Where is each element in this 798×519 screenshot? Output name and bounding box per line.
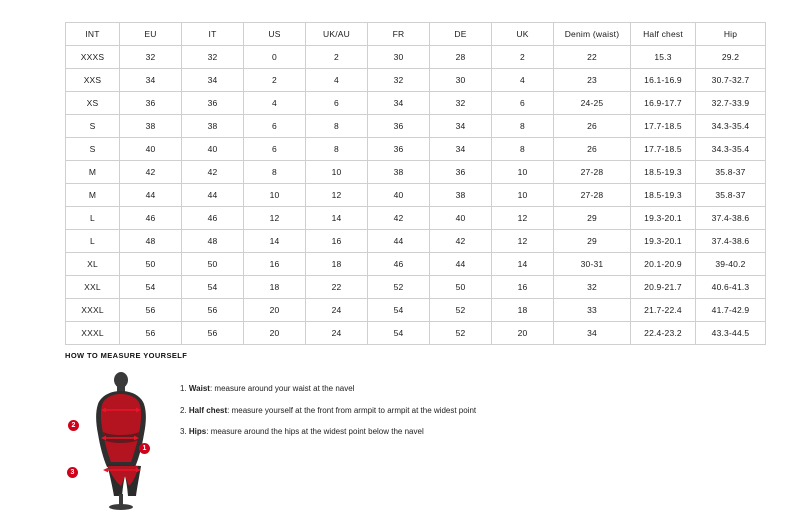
table-cell-fr: 52 bbox=[368, 276, 430, 299]
table-cell-us: 16 bbox=[244, 253, 306, 276]
table-cell-uk: 18 bbox=[492, 299, 554, 322]
table-cell-hip: 40.6-41.3 bbox=[696, 276, 766, 299]
table-cell-fr: 34 bbox=[368, 92, 430, 115]
table-cell-hip: 43.3-44.5 bbox=[696, 322, 766, 345]
table-cell-hip: 35.8-37 bbox=[696, 161, 766, 184]
mannequin-figure-wrap bbox=[65, 372, 180, 512]
table-cell-us: 10 bbox=[244, 184, 306, 207]
table-cell-int: L bbox=[66, 207, 120, 230]
column-header-hip: Hip bbox=[696, 23, 766, 46]
table-cell-denim-waist: 34 bbox=[554, 322, 631, 345]
table-cell-it: 40 bbox=[182, 138, 244, 161]
table-cell-int: XXS bbox=[66, 69, 120, 92]
table-cell-fr: 36 bbox=[368, 115, 430, 138]
table-cell-half-chest: 18.5-19.3 bbox=[631, 161, 696, 184]
table-cell-int: M bbox=[66, 184, 120, 207]
measure-instruction-label: Waist bbox=[188, 384, 210, 393]
table-cell-fr: 54 bbox=[368, 322, 430, 345]
table-cell-it: 56 bbox=[182, 322, 244, 345]
table-cell-uk: 4 bbox=[492, 69, 554, 92]
table-cell-it: 46 bbox=[182, 207, 244, 230]
table-cell-int: XXXS bbox=[66, 46, 120, 69]
table-cell-hip: 37.4-38.6 bbox=[696, 230, 766, 253]
table-cell-it: 54 bbox=[182, 276, 244, 299]
table-cell-us: 8 bbox=[244, 161, 306, 184]
column-header-int: INT bbox=[66, 23, 120, 46]
table-cell-uk: 6 bbox=[492, 92, 554, 115]
table-row bbox=[66, 161, 766, 184]
table-cell-uk-au: 6 bbox=[306, 92, 368, 115]
table-cell-fr: 44 bbox=[368, 230, 430, 253]
table-cell-fr: 38 bbox=[368, 161, 430, 184]
table-cell-uk: 14 bbox=[492, 253, 554, 276]
table-cell-uk-au: 8 bbox=[306, 138, 368, 161]
table-cell-half-chest: 17.7-18.5 bbox=[631, 115, 696, 138]
table-cell-int: XXL bbox=[66, 276, 120, 299]
table-cell-half-chest: 22.4-23.2 bbox=[631, 322, 696, 345]
table-cell-de: 28 bbox=[430, 46, 492, 69]
table-cell-it: 38 bbox=[182, 115, 244, 138]
table-cell-half-chest: 18.5-19.3 bbox=[631, 184, 696, 207]
column-header-it: IT bbox=[182, 23, 244, 46]
table-cell-it: 44 bbox=[182, 184, 244, 207]
table-cell-de: 32 bbox=[430, 92, 492, 115]
table-cell-int: S bbox=[66, 138, 120, 161]
table-cell-us: 12 bbox=[244, 207, 306, 230]
table-cell-us: 20 bbox=[244, 299, 306, 322]
table-cell-de: 40 bbox=[430, 207, 492, 230]
table-cell-fr: 54 bbox=[368, 299, 430, 322]
table-cell-hip: 34.3-35.4 bbox=[696, 115, 766, 138]
measure-instruction-list bbox=[180, 384, 765, 449]
measure-bullet-2: 2 bbox=[68, 420, 79, 431]
table-row bbox=[66, 253, 766, 276]
table-cell-hip: 35.8-37 bbox=[696, 184, 766, 207]
table-cell-us: 2 bbox=[244, 69, 306, 92]
table-cell-it: 42 bbox=[182, 161, 244, 184]
table-row bbox=[66, 115, 766, 138]
table-cell-uk-au: 4 bbox=[306, 69, 368, 92]
table-cell-uk-au: 18 bbox=[306, 253, 368, 276]
table-cell-de: 34 bbox=[430, 115, 492, 138]
table-cell-fr: 40 bbox=[368, 184, 430, 207]
table-row bbox=[66, 299, 766, 322]
table-cell-uk: 8 bbox=[492, 138, 554, 161]
measure-bullet-3: 3 bbox=[67, 467, 78, 478]
table-row bbox=[66, 184, 766, 207]
table-cell-uk: 10 bbox=[492, 161, 554, 184]
column-header-denim-waist: Denim (waist) bbox=[554, 23, 631, 46]
table-cell-it: 56 bbox=[182, 299, 244, 322]
table-cell-it: 50 bbox=[182, 253, 244, 276]
table-cell-hip: 29.2 bbox=[696, 46, 766, 69]
table-cell-it: 34 bbox=[182, 69, 244, 92]
table-cell-uk: 12 bbox=[492, 230, 554, 253]
table-cell-eu: 48 bbox=[120, 230, 182, 253]
table-cell-it: 48 bbox=[182, 230, 244, 253]
table-cell-fr: 42 bbox=[368, 207, 430, 230]
measure-instruction-number: 3. bbox=[180, 427, 189, 437]
table-cell-de: 34 bbox=[430, 138, 492, 161]
measure-instruction-label: Half chest bbox=[188, 405, 228, 415]
table-cell-half-chest: 16.1-16.9 bbox=[631, 69, 696, 92]
measure-instruction-3 bbox=[180, 427, 765, 437]
table-cell-int: S bbox=[66, 115, 120, 138]
table-row bbox=[66, 138, 766, 161]
table-cell-de: 36 bbox=[430, 161, 492, 184]
table-cell-eu: 32 bbox=[120, 46, 182, 69]
measure-instruction-2 bbox=[180, 406, 765, 416]
table-row bbox=[66, 46, 766, 69]
table-cell-hip: 41.7-42.9 bbox=[696, 299, 766, 322]
measure-instruction-1 bbox=[180, 384, 765, 394]
table-cell-hip: 32.7-33.9 bbox=[696, 92, 766, 115]
table-row bbox=[66, 207, 766, 230]
table-cell-us: 14 bbox=[244, 230, 306, 253]
table-cell-denim-waist: 26 bbox=[554, 138, 631, 161]
table-cell-denim-waist: 26 bbox=[554, 115, 631, 138]
table-cell-eu: 44 bbox=[120, 184, 182, 207]
table-cell-eu: 36 bbox=[120, 92, 182, 115]
table-cell-fr: 36 bbox=[368, 138, 430, 161]
table-cell-eu: 56 bbox=[120, 299, 182, 322]
table-cell-half-chest: 19.3-20.1 bbox=[631, 230, 696, 253]
table-cell-fr: 32 bbox=[368, 69, 430, 92]
table-cell-fr: 46 bbox=[368, 253, 430, 276]
table-cell-de: 42 bbox=[430, 230, 492, 253]
table-cell-eu: 50 bbox=[120, 253, 182, 276]
table-cell-int: XS bbox=[66, 92, 120, 115]
table-cell-denim-waist: 29 bbox=[554, 207, 631, 230]
table-body bbox=[66, 46, 766, 345]
table-cell-eu: 54 bbox=[120, 276, 182, 299]
column-header-us: US bbox=[244, 23, 306, 46]
table-row bbox=[66, 69, 766, 92]
table-cell-half-chest: 21.7-22.4 bbox=[631, 299, 696, 322]
table-cell-half-chest: 17.7-18.5 bbox=[631, 138, 696, 161]
table-cell-hip: 39-40.2 bbox=[696, 253, 766, 276]
column-header-half-chest: Half chest bbox=[631, 23, 696, 46]
measure-instruction-text: : measure around your waist at the navel bbox=[209, 384, 355, 393]
table-cell-de: 52 bbox=[430, 322, 492, 345]
column-header-ukau: UK/AU bbox=[306, 23, 368, 46]
table-cell-uk-au: 22 bbox=[306, 276, 368, 299]
column-header-eu: EU bbox=[120, 23, 182, 46]
table-row bbox=[66, 230, 766, 253]
table-row bbox=[66, 276, 766, 299]
table-cell-int: XXXL bbox=[66, 322, 120, 345]
table-cell-uk: 20 bbox=[492, 322, 554, 345]
measure-bullet-1: 1 bbox=[139, 443, 150, 454]
table-cell-eu: 38 bbox=[120, 115, 182, 138]
table-cell-denim-waist: 29 bbox=[554, 230, 631, 253]
table-cell-uk-au: 24 bbox=[306, 322, 368, 345]
table-cell-denim-waist: 27-28 bbox=[554, 184, 631, 207]
table-cell-denim-waist: 24-25 bbox=[554, 92, 631, 115]
table-cell-de: 44 bbox=[430, 253, 492, 276]
table-cell-de: 52 bbox=[430, 299, 492, 322]
size-chart-table bbox=[65, 22, 766, 345]
table-cell-it: 36 bbox=[182, 92, 244, 115]
table-cell-uk: 10 bbox=[492, 184, 554, 207]
table-cell-denim-waist: 23 bbox=[554, 69, 631, 92]
table-cell-us: 0 bbox=[244, 46, 306, 69]
table-cell-half-chest: 15.3 bbox=[631, 46, 696, 69]
table-cell-denim-waist: 32 bbox=[554, 276, 631, 299]
measure-instruction-label: Hips bbox=[188, 427, 207, 437]
table-cell-uk-au: 2 bbox=[306, 46, 368, 69]
table-cell-denim-waist: 27-28 bbox=[554, 161, 631, 184]
table-cell-uk-au: 10 bbox=[306, 161, 368, 184]
measure-instruction-number: 1. bbox=[180, 384, 189, 393]
how-to-measure-body bbox=[65, 372, 765, 512]
how-to-measure-title: HOW TO MEASURE YOURSELF bbox=[65, 351, 188, 360]
table-cell-uk: 12 bbox=[492, 207, 554, 230]
table-cell-eu: 46 bbox=[120, 207, 182, 230]
table-cell-uk: 2 bbox=[492, 46, 554, 69]
table-cell-de: 50 bbox=[430, 276, 492, 299]
table-cell-de: 30 bbox=[430, 69, 492, 92]
table-cell-eu: 42 bbox=[120, 161, 182, 184]
table-cell-us: 6 bbox=[244, 138, 306, 161]
table-cell-denim-waist: 22 bbox=[554, 46, 631, 69]
table-cell-half-chest: 20.1-20.9 bbox=[631, 253, 696, 276]
table-cell-uk-au: 24 bbox=[306, 299, 368, 322]
table-cell-uk-au: 14 bbox=[306, 207, 368, 230]
table-cell-de: 38 bbox=[430, 184, 492, 207]
table-cell-int: XL bbox=[66, 253, 120, 276]
mannequin-figure-icon bbox=[81, 372, 161, 512]
table-cell-uk: 8 bbox=[492, 115, 554, 138]
column-header-fr: FR bbox=[368, 23, 430, 46]
table-cell-hip: 37.4-38.6 bbox=[696, 207, 766, 230]
table-cell-us: 18 bbox=[244, 276, 306, 299]
table-cell-us: 20 bbox=[244, 322, 306, 345]
table-cell-denim-waist: 33 bbox=[554, 299, 631, 322]
measure-instruction-text: : measure around the hips at the widest point below the navel bbox=[206, 427, 424, 437]
table-header-row bbox=[66, 23, 766, 46]
table-cell-half-chest: 16.9-17.7 bbox=[631, 92, 696, 115]
table-cell-us: 6 bbox=[244, 115, 306, 138]
table-cell-uk-au: 16 bbox=[306, 230, 368, 253]
table-row bbox=[66, 92, 766, 115]
table-row bbox=[66, 322, 766, 345]
measure-instruction-text: : measure yourself at the front from armpit to armpit at the widest point bbox=[227, 405, 477, 415]
table-cell-int: XXXL bbox=[66, 299, 120, 322]
table-cell-half-chest: 19.3-20.1 bbox=[631, 207, 696, 230]
table-cell-uk: 16 bbox=[492, 276, 554, 299]
table-cell-it: 32 bbox=[182, 46, 244, 69]
measure-instruction-number: 2. bbox=[180, 405, 189, 415]
column-header-de: DE bbox=[430, 23, 492, 46]
table-cell-denim-waist: 30-31 bbox=[554, 253, 631, 276]
table-cell-int: M bbox=[66, 161, 120, 184]
table-cell-half-chest: 20.9-21.7 bbox=[631, 276, 696, 299]
table-cell-uk-au: 12 bbox=[306, 184, 368, 207]
table-cell-hip: 30.7-32.7 bbox=[696, 69, 766, 92]
table-cell-eu: 34 bbox=[120, 69, 182, 92]
table-cell-fr: 30 bbox=[368, 46, 430, 69]
table-cell-int: L bbox=[66, 230, 120, 253]
table-cell-us: 4 bbox=[244, 92, 306, 115]
column-header-uk: UK bbox=[492, 23, 554, 46]
table-cell-uk-au: 8 bbox=[306, 115, 368, 138]
table-cell-eu: 40 bbox=[120, 138, 182, 161]
table-header bbox=[66, 23, 766, 46]
how-to-measure-section bbox=[65, 351, 765, 512]
table-cell-eu: 56 bbox=[120, 322, 182, 345]
table-cell-hip: 34.3-35.4 bbox=[696, 138, 766, 161]
